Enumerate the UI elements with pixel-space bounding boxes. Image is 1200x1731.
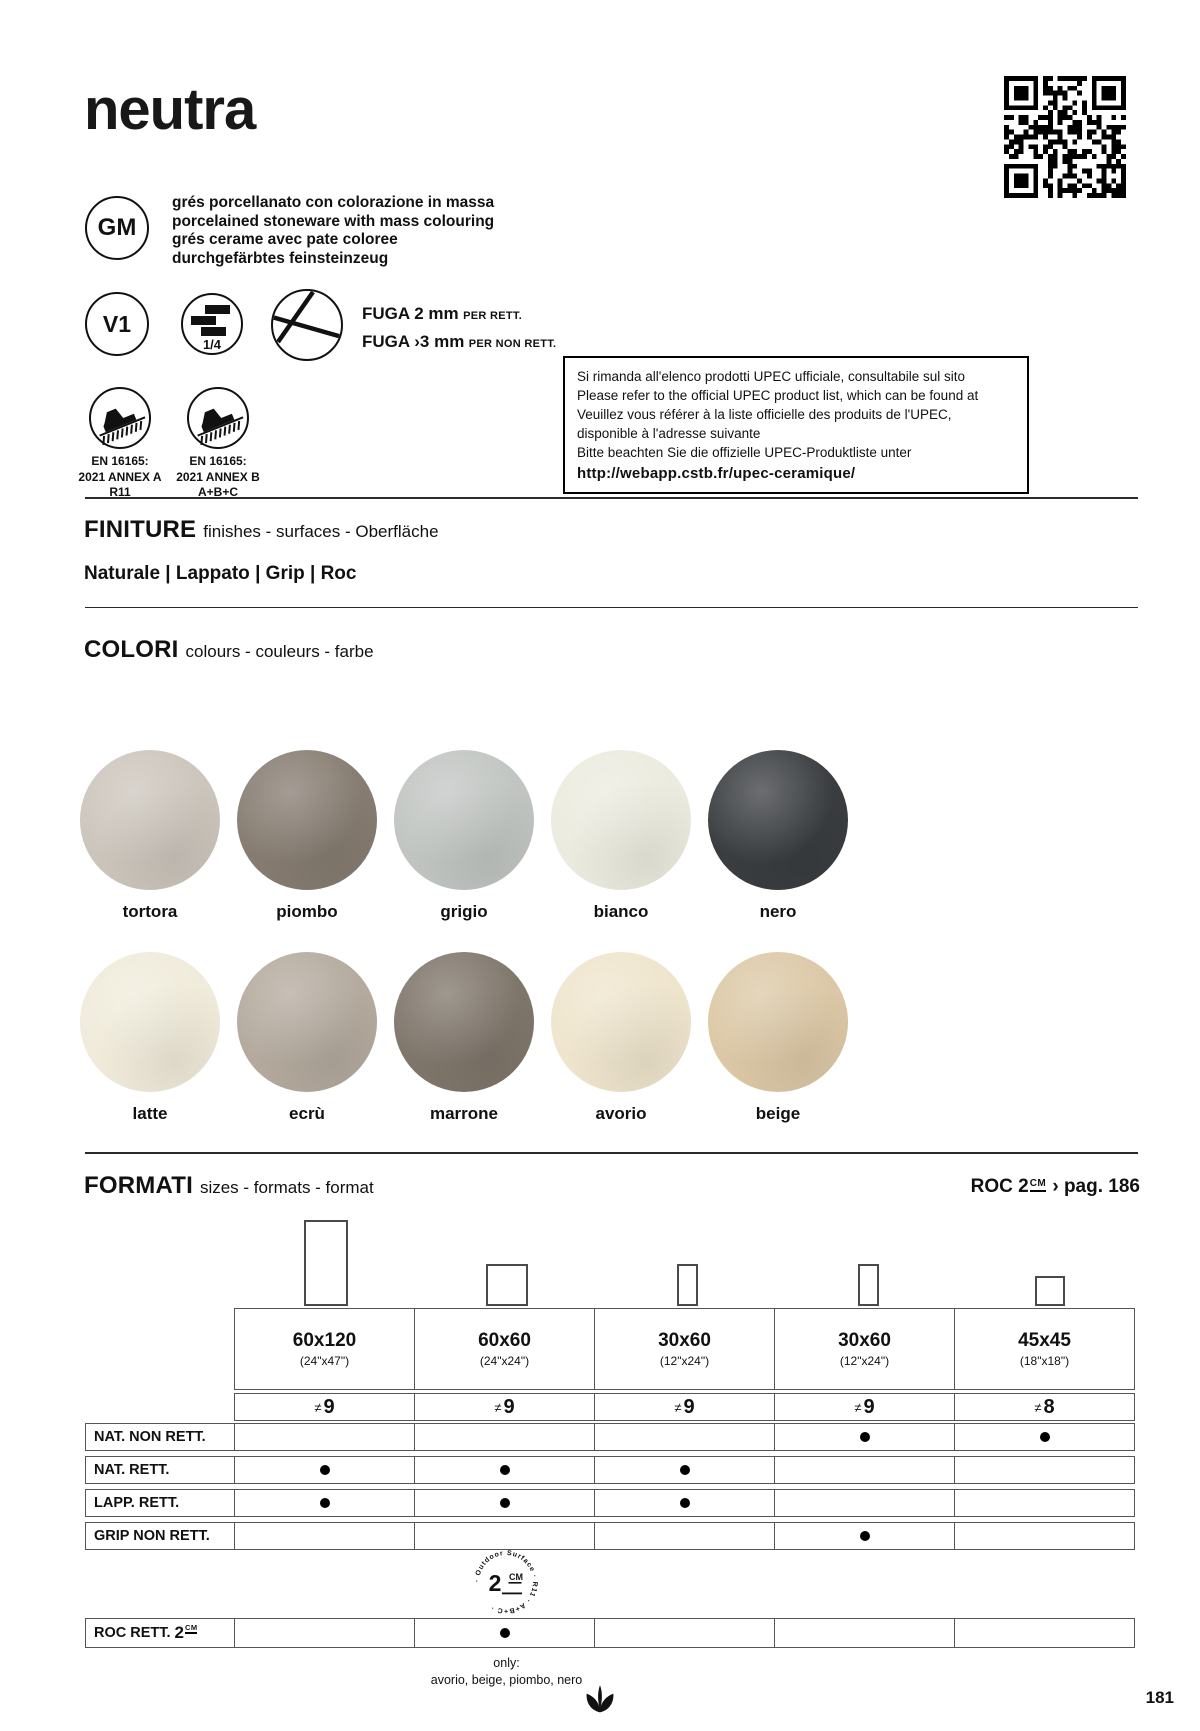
material-description (172, 194, 494, 268)
page-number: 181 (1145, 1688, 1174, 1707)
thickness-cell (774, 1393, 955, 1421)
color-swatch-marrone (394, 952, 534, 1092)
roc-prefix: ROC (970, 1176, 1013, 1197)
thickness-value: 9 (323, 1395, 335, 1418)
format-row-nat-non-rett (85, 1423, 1135, 1451)
formati-subtitle: sizes - formats - format (199, 1178, 374, 1197)
availability-dot (500, 1498, 510, 1508)
formati-heading (84, 1172, 374, 1200)
norm-line: EN 16165: (189, 454, 247, 468)
material-line: grés porcellanato con colorazione in massa (172, 194, 495, 211)
color-label: piombo (276, 902, 338, 921)
thickness-symbol: ≠ (674, 1399, 682, 1415)
cm-logo-cm: CM (1030, 1179, 1046, 1192)
availability-cell (774, 1522, 955, 1550)
color-swatch-beige (708, 952, 848, 1092)
material-line: durchgefärbtes feinsteinzeug (172, 249, 389, 267)
upec-line: Please refer to the official UPEC product list, which can be found at (577, 388, 979, 403)
thickness-value: 9 (683, 1395, 695, 1418)
availability-cell (414, 1618, 595, 1648)
availability-cell (234, 1522, 415, 1550)
cm-logo-2: 2 (1018, 1176, 1029, 1197)
formati-title: FORMATI (84, 1172, 193, 1199)
upec-line: Bitte beachten Sie die offizielle UPEC-Produktliste unter (577, 445, 912, 460)
color-swatch-piombo (237, 750, 377, 890)
availability-cell (234, 1489, 415, 1517)
finiture-title: FINITURE (84, 516, 197, 543)
fuga-main: FUGA 2 mm (362, 304, 459, 323)
tile-shape-45x45 (1035, 1276, 1065, 1306)
section-divider (85, 607, 1138, 608)
color-swatch-bianco (551, 750, 691, 890)
material-badge: GM (85, 196, 149, 260)
format-header-cell (414, 1308, 595, 1390)
color-label: marrone (429, 1104, 499, 1123)
availability-dot (500, 1628, 510, 1638)
availability-cell (774, 1456, 955, 1484)
format-header-row (85, 1308, 1135, 1390)
availability-cell (774, 1618, 955, 1648)
availability-cell (774, 1489, 955, 1517)
slip-class-b-label (152, 454, 284, 501)
roc-suffix: › pag. 186 (1052, 1176, 1140, 1197)
format-header-cell (594, 1308, 775, 1390)
thickness-symbol: ≠ (854, 1399, 862, 1415)
availability-dot (680, 1498, 690, 1508)
color-label: bianco (593, 902, 649, 921)
fuga-small: PER RETT. (463, 310, 523, 322)
color-swatch-avorio (551, 952, 691, 1092)
format-row-roc-rett (85, 1618, 1135, 1648)
format-row-nat-rett (85, 1456, 1135, 1484)
brand-logo-icon (584, 1684, 616, 1714)
thickness-value: 9 (503, 1395, 515, 1418)
size-label: 60x60 (478, 1330, 531, 1351)
table-spacer (85, 1308, 235, 1390)
roc-label-text: ROC RETT. (94, 1625, 171, 1641)
size-label: 30x60 (838, 1330, 891, 1351)
roc-note-colors: avorio, beige, piombo, nero (430, 1673, 583, 1687)
joint-width-note (362, 301, 556, 357)
thickness-value: 8 (1043, 1395, 1055, 1418)
color-label: ecrù (289, 1104, 325, 1123)
format-row-grip-non-rett (85, 1522, 1135, 1550)
no-cross-joint-icon (270, 288, 344, 362)
table-spacer (85, 1393, 235, 1421)
color-label: latte (132, 1104, 168, 1123)
availability-cell (954, 1522, 1135, 1550)
fuga-main: FUGA ›3 mm (362, 332, 465, 351)
row-label: GRIP NON RETT. (85, 1522, 235, 1550)
cm-logo-cm: CM (185, 1624, 197, 1635)
row-label (85, 1618, 235, 1648)
size-label: 60x120 (292, 1330, 357, 1351)
annex-line: 2021 ANNEX A (78, 469, 162, 484)
availability-cell (414, 1489, 595, 1517)
thickness-cell (594, 1393, 775, 1421)
thickness-symbol: ≠ (494, 1399, 502, 1415)
colori-heading (84, 636, 374, 664)
availability-dot (1040, 1432, 1050, 1442)
upec-line: Si rimanda all'elenco prodotti UPEC ufficiale, consultabile sul sito (577, 369, 966, 384)
size-inches-label: (12"x24") (659, 1354, 710, 1368)
upec-url-link[interactable]: http://webapp.cstb.fr/upec-ceramique/ (577, 465, 856, 482)
class-line: R11 (109, 485, 131, 499)
availability-cell (594, 1522, 775, 1550)
thickness-row (85, 1393, 1135, 1421)
availability-cell (234, 1423, 415, 1451)
roc-page-link[interactable] (971, 1176, 1140, 1198)
availability-dot (680, 1465, 690, 1475)
qr-code-icon (1004, 76, 1126, 198)
size-inches-label: (18"x18") (1019, 1354, 1070, 1368)
availability-dot (860, 1432, 870, 1442)
upec-line: disponible à l'adresse suivante (577, 426, 761, 441)
cm-logo-2: 2 (174, 1623, 184, 1642)
slip-resistance-icon (186, 386, 250, 450)
fuga-line (362, 329, 556, 357)
color-swatch-grigio (394, 750, 534, 890)
fuga-small: PER NON RETT. (468, 338, 557, 350)
thickness-cell (234, 1393, 415, 1421)
section-divider (85, 1152, 1138, 1154)
availability-cell (594, 1618, 775, 1648)
availability-cell (234, 1618, 415, 1648)
availability-cell (954, 1618, 1135, 1648)
material-line: porcelained stoneware with mass colouring (172, 212, 495, 230)
shade-variation-badge: V1 (85, 292, 149, 356)
finish-values: Naturale | Lappato | Grip | Roc (84, 563, 357, 584)
upec-info-box (563, 356, 1029, 494)
thickness-cell (414, 1393, 595, 1421)
finiture-heading (84, 516, 439, 544)
color-swatch-nero (708, 750, 848, 890)
availability-cell (414, 1456, 595, 1484)
row-label: NAT. RETT. (85, 1456, 235, 1484)
finiture-subtitle: finishes - surfaces - Oberfläche (203, 522, 439, 541)
svg-text:· Outdoor Surface · R11 · A+B+ (474, 1550, 538, 1614)
size-inches-label: (24"x47") (299, 1354, 350, 1368)
row-label: NAT. NON RETT. (85, 1423, 235, 1451)
badge-cm-cm: CM (509, 1572, 523, 1582)
availability-dot (860, 1531, 870, 1541)
colori-subtitle: colours - couleurs - farbe (185, 642, 374, 661)
format-header-cell (774, 1308, 955, 1390)
upec-line: Veuillez vous référer à la liste officielle des produits de l'UPEC, (577, 407, 952, 422)
class-line: A+B+C (197, 485, 238, 499)
thickness-value: 9 (863, 1395, 875, 1418)
availability-cell (774, 1423, 955, 1451)
color-label: avorio (595, 1104, 647, 1123)
size-inches-label: (24"x24") (479, 1354, 530, 1368)
roc-note-title: only: (493, 1656, 520, 1670)
stagger-fraction-label: 1/4 (202, 337, 222, 352)
availability-cell (234, 1456, 415, 1484)
color-swatch-latte (80, 952, 220, 1092)
fuga-line (362, 301, 556, 329)
tile-shape-30x60 (677, 1264, 698, 1306)
size-label: 45x45 (1018, 1330, 1071, 1351)
color-label: tortora (122, 902, 178, 921)
badge-cm-2: 2 (488, 1570, 502, 1596)
color-label: grigio (440, 902, 488, 921)
2cm-outdoor-badge-icon (466, 1542, 546, 1622)
section-divider (85, 497, 1138, 499)
availability-cell (594, 1489, 775, 1517)
availability-dot (500, 1465, 510, 1475)
brick-stagger-icon (180, 292, 244, 356)
availability-cell (954, 1489, 1135, 1517)
material-line: grés cerame avec pate coloree (172, 231, 398, 248)
badge-ring-text: · Outdoor Surface · R11 · A+B+C · (473, 1549, 539, 1615)
tile-shape-60x120 (304, 1220, 348, 1306)
availability-dot (320, 1498, 330, 1508)
color-swatch-ecrù (237, 952, 377, 1092)
norm-line: EN 16165: (91, 454, 149, 468)
annex-line: 2021 ANNEX B (176, 469, 260, 484)
thickness-symbol: ≠ (1034, 1399, 1042, 1415)
slip-resistance-icon (88, 386, 152, 450)
page-title: neutra (84, 77, 256, 142)
tile-shape-60x60 (486, 1264, 528, 1306)
availability-cell (954, 1456, 1135, 1484)
availability-dot (320, 1465, 330, 1475)
format-header-cell (954, 1308, 1135, 1390)
color-swatch-tortora (80, 750, 220, 890)
row-label: LAPP. RETT. (85, 1489, 235, 1517)
size-label: 30x60 (658, 1330, 711, 1351)
thickness-cell (954, 1393, 1135, 1421)
thickness-symbol: ≠ (314, 1399, 322, 1415)
color-label: nero (759, 902, 797, 921)
size-inches-label: (12"x24") (839, 1354, 890, 1368)
format-header-cell (234, 1308, 415, 1390)
color-label: beige (755, 1104, 801, 1123)
format-row-lapp-rett (85, 1489, 1135, 1517)
availability-cell (954, 1423, 1135, 1451)
availability-cell (594, 1456, 775, 1484)
availability-cell (594, 1423, 775, 1451)
availability-cell (414, 1423, 595, 1451)
colori-title: COLORI (84, 636, 179, 663)
tile-shape-30x60 (858, 1264, 879, 1306)
